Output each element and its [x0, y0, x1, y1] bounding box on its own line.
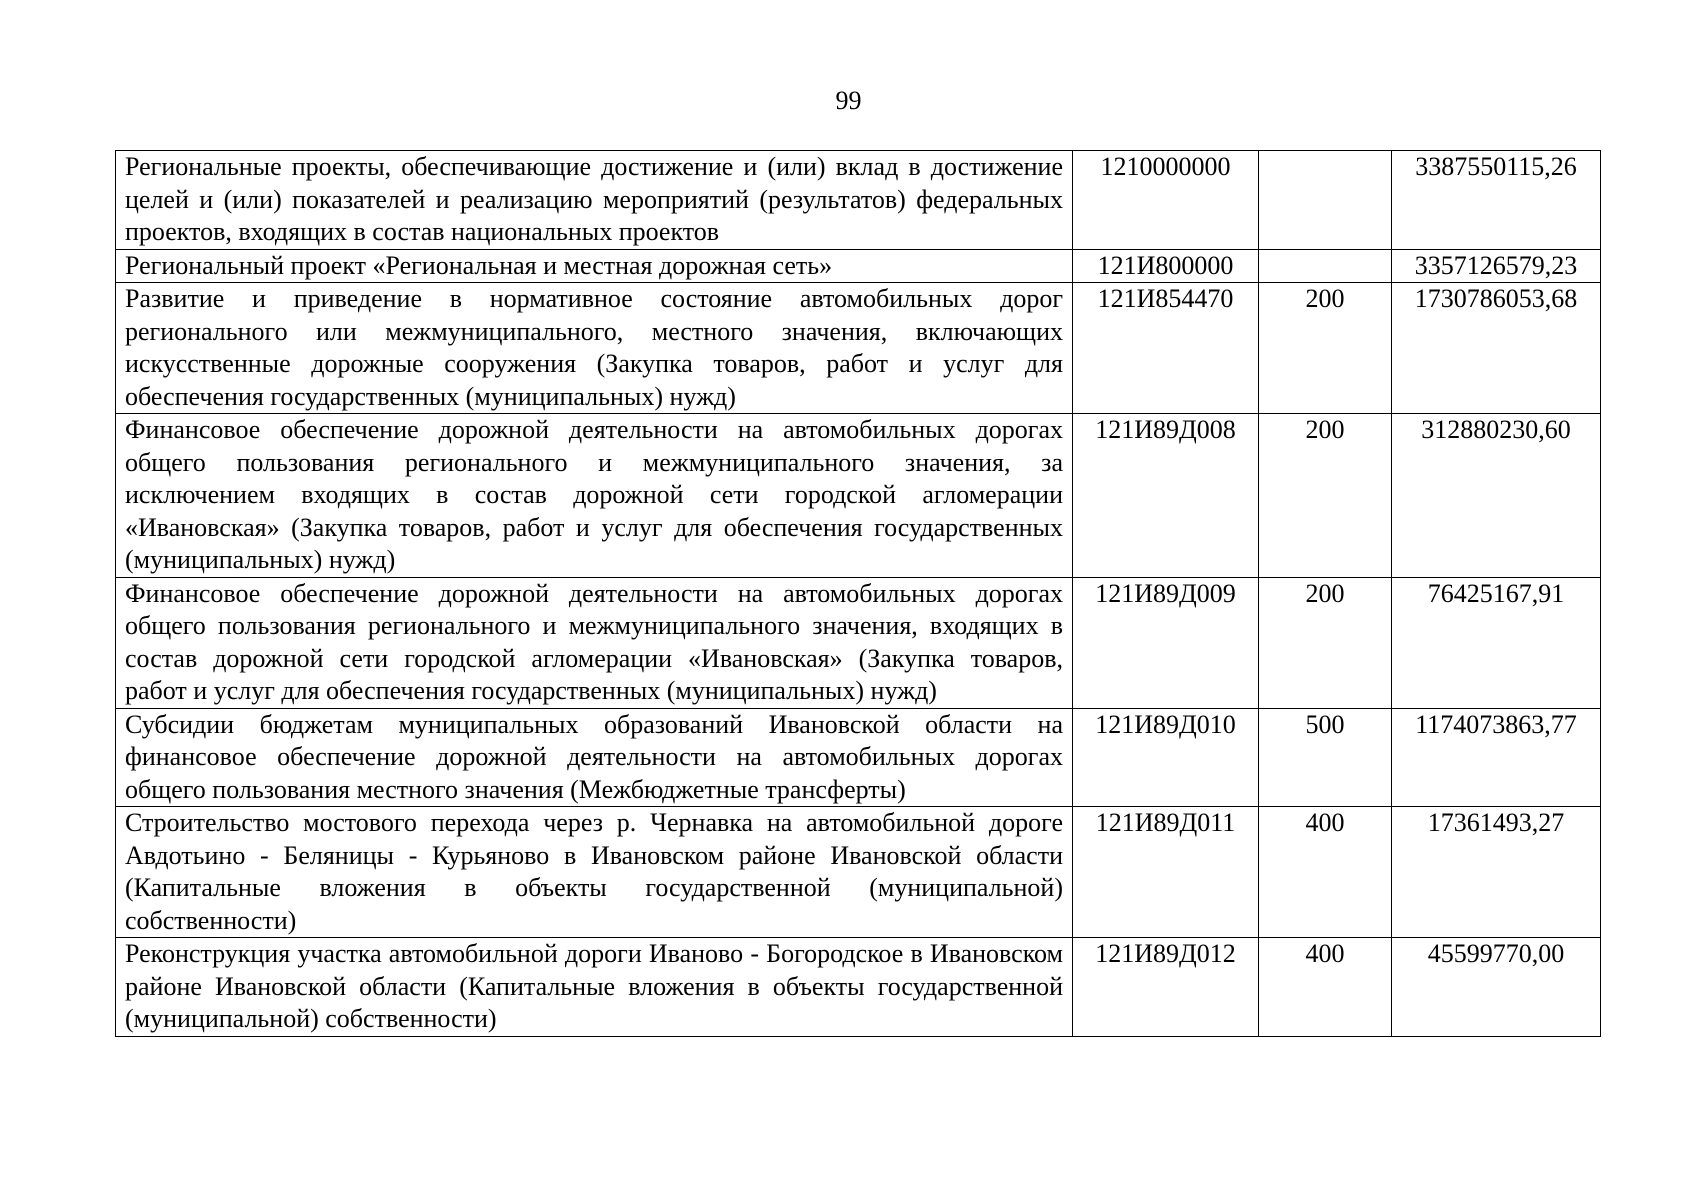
table-row	[116, 938, 1601, 1037]
row-name: Развитие и приведение в нормативное состояние автомобильных дорог регионального или межмуниципального, местного значения, включающих искусственные дорожные сооружения (Закупка товаров, работ и услуг для обеспечения государственных (муниципальных) нужд)	[116, 283, 1073, 414]
row-code: 121И89Д010	[1073, 708, 1259, 807]
row-code: 1210000000	[1073, 151, 1259, 250]
row-expense-type: 200	[1259, 283, 1392, 414]
row-amount: 1730786053,68	[1392, 283, 1601, 414]
row-name: Строительство мостового перехода через р. Чернавка на автомобильной дороге Авдотьино - Беляницы - Курьяново в Ивановском районе Ивановской области (Капитальные вложения в объекты государственной (муниципальной) собственности)	[116, 807, 1073, 938]
row-expense-type: 200	[1259, 577, 1392, 708]
row-code: 121И89Д012	[1073, 938, 1259, 1037]
row-name: Реконструкция участка автомобильной дороги Иваново - Богородское в Ивановском районе Ивановской области (Капитальные вложения в объекты государственной (муниципальной) собственности)	[116, 938, 1073, 1037]
page-number: 99	[835, 86, 862, 115]
row-amount: 45599770,00	[1392, 938, 1601, 1037]
row-amount: 312880230,60	[1392, 414, 1601, 578]
table-row	[116, 283, 1601, 414]
row-code: 121И800000	[1073, 249, 1259, 283]
row-amount: 1174073863,77	[1392, 708, 1601, 807]
row-name: Финансовое обеспечение дорожной деятельности на автомобильных дорогах общего пользования регионального и межмуниципального значения, входящих в состав дорожной сети городской агломерации «Ивановская» (Закупка товаров, работ и услуг для обеспечения государственных (муниципальных) нужд)	[116, 577, 1073, 708]
row-expense-type	[1259, 249, 1392, 283]
row-expense-type: 500	[1259, 708, 1392, 807]
table-row	[116, 151, 1601, 250]
row-name: Финансовое обеспечение дорожной деятельности на автомобильных дорогах общего пользования регионального и межмуниципального значения, за исключением входящих в состав дорожной сети городской агломерации «Ивановская» (Закупка товаров, работ и услуг для обеспечения государственных (муниципальных) нужд)	[116, 414, 1073, 578]
row-expense-type: 400	[1259, 807, 1392, 938]
row-amount: 17361493,27	[1392, 807, 1601, 938]
row-expense-type: 400	[1259, 938, 1392, 1037]
row-expense-type: 200	[1259, 414, 1392, 578]
table-row	[116, 249, 1601, 283]
table-row	[116, 807, 1601, 938]
table-row	[116, 708, 1601, 807]
row-amount: 76425167,91	[1392, 577, 1601, 708]
table-row	[116, 414, 1601, 578]
row-code: 121И89Д011	[1073, 807, 1259, 938]
row-code: 121И854470	[1073, 283, 1259, 414]
row-amount: 3357126579,23	[1392, 249, 1601, 283]
table-row	[116, 577, 1601, 708]
row-name: Региональные проекты, обеспечивающие достижение и (или) вклад в достижение целей и (или) показателей и реализацию мероприятий (результатов) федеральных проектов, входящих в состав национальных проектов	[116, 151, 1073, 250]
row-code: 121И89Д008	[1073, 414, 1259, 578]
row-code: 121И89Д009	[1073, 577, 1259, 708]
row-amount: 3387550115,26	[1392, 151, 1601, 250]
budget-table	[115, 150, 1601, 1037]
row-name: Субсидии бюджетам муниципальных образований Ивановской области на финансовое обеспечение дорожной деятельности на автомобильных дорогах общего пользования местного значения (Межбюджетные трансферты)	[116, 708, 1073, 807]
row-name: Региональный проект «Региональная и местная дорожная сеть»	[116, 249, 1073, 283]
row-expense-type	[1259, 151, 1392, 250]
